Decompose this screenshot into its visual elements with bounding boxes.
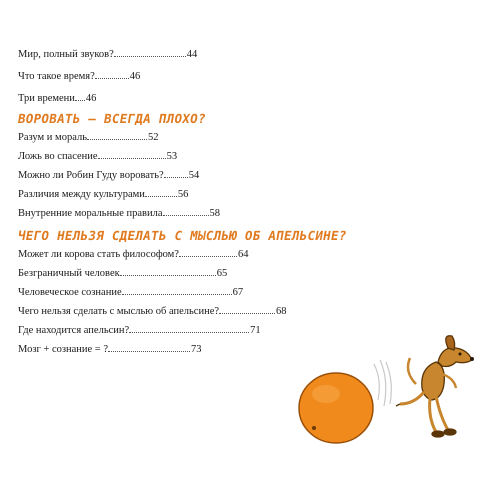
toc-entry-title: Чего нельзя сделать с мыслью об апельсине?: [18, 306, 220, 317]
dog-icon: [396, 336, 474, 437]
dot-leader: [98, 150, 166, 159]
dot-leader: [108, 343, 190, 352]
toc-entry-page: 68: [276, 306, 287, 317]
toc-entry[interactable]: [18, 324, 287, 336]
orange-icon: [299, 373, 373, 443]
toc-entry-title: Различия между культурами: [18, 189, 145, 200]
dot-leader: [75, 92, 85, 101]
toc-entry-title: Может ли корова стать философом?: [18, 249, 179, 260]
toc-entry-page: 67: [232, 287, 244, 298]
toc-entry-page: 58: [209, 208, 221, 219]
toc-entry-page: 54: [188, 170, 200, 181]
dot-leader: [122, 286, 232, 295]
toc-entry-title: Мир, полный звуков?: [18, 49, 114, 60]
orange-and-dog-illustration: [296, 332, 496, 452]
dot-leader: [114, 48, 186, 57]
dot-leader: [95, 70, 129, 79]
toc-group-3: [18, 248, 287, 355]
toc-entry-title: Можно ли Робин Гуду воровать?: [18, 170, 164, 181]
toc-entry-page: 46: [85, 93, 97, 104]
section-heading: ЧЕГО НЕЛЬЗЯ СДЕЛАТЬ С МЫСЛЬЮ ОБ АПЕЛЬСИНЕ?: [16, 228, 349, 243]
dot-leader: [120, 267, 216, 276]
motion-lines-icon: [374, 360, 391, 406]
toc-entry-page: 64: [237, 249, 249, 260]
section-heading: ВОРОВАТЬ — ВСЕГДА ПЛОХО?: [16, 111, 208, 126]
toc-entry-page: 44: [186, 49, 198, 60]
toc-entry[interactable]: [18, 207, 220, 219]
toc-entry[interactable]: [18, 305, 287, 317]
dot-leader: [219, 305, 275, 314]
toc-entry-title: Внутренние моральные правила: [18, 208, 163, 219]
toc-entry[interactable]: [18, 286, 287, 298]
toc-entry-title: Ложь во спасение: [18, 151, 98, 162]
toc-entry[interactable]: [18, 343, 287, 355]
toc-entry-title: Безграничный человек: [18, 268, 120, 279]
toc-entry-page: 65: [216, 268, 228, 279]
toc-entry[interactable]: [18, 169, 220, 181]
toc-entry-title: Что такое время?: [18, 71, 95, 82]
toc-entry[interactable]: [18, 150, 220, 162]
toc-entry-page: 71: [250, 325, 261, 336]
toc-entry-title: Человеческое сознание: [18, 287, 122, 298]
toc-entry[interactable]: [18, 48, 197, 60]
toc-entry-page: 53: [166, 151, 178, 162]
toc-entry-title: Мозг + сознание = ?: [18, 344, 109, 355]
toc-group-2: [18, 131, 220, 219]
dot-leader: [179, 248, 237, 257]
toc-group-1: [18, 48, 197, 104]
toc-entry-title: Разум и мораль: [18, 132, 87, 143]
dot-leader: [145, 188, 177, 197]
toc-entry-page: 46: [129, 71, 141, 82]
dot-leader: [164, 169, 188, 178]
toc-entry[interactable]: [18, 188, 220, 200]
toc-entry-page: 73: [191, 344, 202, 355]
dot-leader: [163, 207, 209, 216]
toc-entry-page: 56: [177, 189, 189, 200]
toc-entry[interactable]: [18, 70, 197, 82]
toc-entry[interactable]: [18, 131, 220, 143]
toc-entry[interactable]: [18, 248, 287, 260]
toc-entry[interactable]: [18, 92, 197, 104]
toc-entry-page: 52: [147, 132, 159, 143]
toc-entry[interactable]: [18, 267, 287, 279]
toc-entry-title: Где находится апельсин?: [18, 325, 130, 336]
dot-leader: [129, 324, 249, 333]
toc-entry-title: Три времени: [18, 93, 75, 104]
dot-leader: [87, 131, 147, 140]
